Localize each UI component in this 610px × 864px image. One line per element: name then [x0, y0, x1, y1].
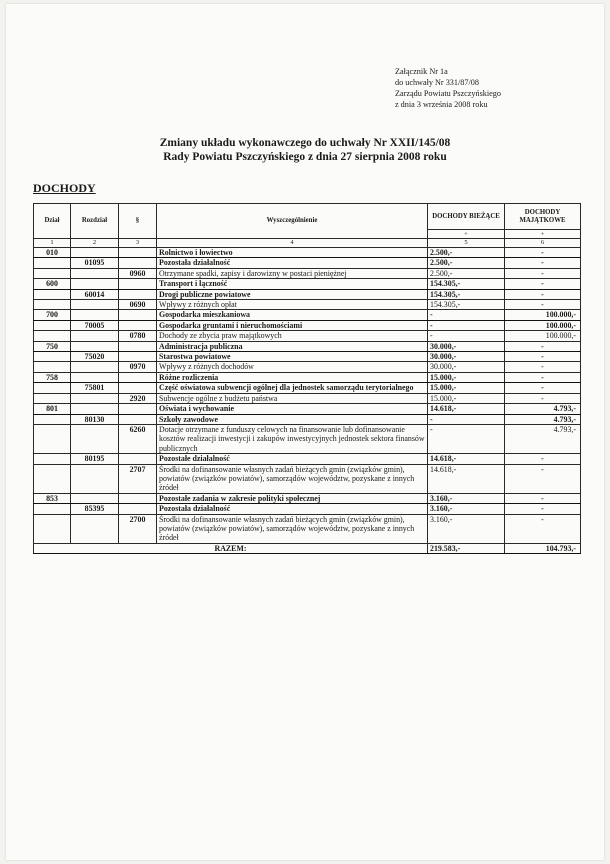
cell-dzial	[34, 289, 71, 299]
cell-rozdzial: 01095	[71, 258, 119, 268]
cell-paragraf	[119, 258, 157, 268]
total-biezace: 219.583,-	[428, 543, 505, 553]
header-majatkowe	[505, 204, 581, 230]
cell-majatkowe: 100.000,-	[505, 331, 581, 341]
col-number: 2	[71, 239, 119, 248]
cell-rozdzial	[71, 372, 119, 382]
cell-paragraf	[119, 504, 157, 514]
cell-majatkowe: -	[505, 352, 581, 362]
cell-rozdzial	[71, 341, 119, 351]
cell-majatkowe: -	[505, 393, 581, 403]
cell-majatkowe: -	[505, 493, 581, 503]
total-row	[34, 543, 581, 553]
cell-biezace: 14.618,-	[428, 454, 505, 464]
cell-rozdzial	[71, 279, 119, 289]
document-title	[0, 136, 610, 164]
table-row	[34, 248, 581, 258]
header-opis: Wyszczególnienie	[157, 204, 428, 239]
cell-rozdzial: 70005	[71, 320, 119, 330]
cell-rozdzial	[71, 404, 119, 414]
cell-biezace: 154.305,-	[428, 279, 505, 289]
cell-majatkowe: -	[505, 279, 581, 289]
table-body	[34, 248, 581, 544]
cell-biezace: 3.160,-	[428, 504, 505, 514]
annex-line: Zarządu Powiatu Pszczyńskiego	[395, 89, 501, 98]
cell-opis: Wpływy z różnych dochodów	[157, 362, 428, 372]
cell-dzial	[34, 504, 71, 514]
cell-dzial	[34, 424, 71, 453]
cell-opis: Wpływy z różnych opłat	[157, 300, 428, 310]
cell-opis: Środki na dofinansowanie własnych zadań bieżących gmin (związków gmin), powiatów (związków powiatów), samorządów województw, pozyskane z innych źródeł	[157, 464, 428, 493]
cell-majatkowe: -	[505, 514, 581, 543]
table-row	[34, 514, 581, 543]
cell-opis: Szkoły zawodowe	[157, 414, 428, 424]
cell-majatkowe: -	[505, 504, 581, 514]
cell-biezace: 14.618,-	[428, 464, 505, 493]
cell-paragraf: 2707	[119, 464, 157, 493]
cell-paragraf: 6260	[119, 424, 157, 453]
cell-opis: Różne rozliczenia	[157, 372, 428, 382]
cell-dzial	[34, 414, 71, 424]
cell-dzial: 758	[34, 372, 71, 382]
title-line-2: Rady Powiatu Pszczyńskiego z dnia 27 sierpnia 2008 roku	[163, 151, 447, 163]
total-label: RAZEM:	[34, 543, 428, 553]
cell-dzial: 801	[34, 404, 71, 414]
cell-majatkowe: -	[505, 464, 581, 493]
col-number: 3	[119, 239, 157, 248]
cell-dzial	[34, 320, 71, 330]
income-table	[33, 203, 581, 554]
cell-paragraf	[119, 414, 157, 424]
header-majatkowe-sign: +	[505, 230, 581, 239]
cell-biezace: -	[428, 331, 505, 341]
table-row	[34, 372, 581, 382]
cell-rozdzial	[71, 393, 119, 403]
cell-dzial	[34, 393, 71, 403]
table-row	[34, 414, 581, 424]
table-row	[34, 320, 581, 330]
cell-majatkowe: -	[505, 248, 581, 258]
cell-paragraf	[119, 248, 157, 258]
cell-dzial: 853	[34, 493, 71, 503]
col-number: 4	[157, 239, 428, 248]
cell-dzial: 600	[34, 279, 71, 289]
cell-rozdzial	[71, 464, 119, 493]
cell-rozdzial	[71, 331, 119, 341]
cell-majatkowe: -	[505, 300, 581, 310]
table-row	[34, 454, 581, 464]
cell-dzial	[34, 454, 71, 464]
cell-dzial	[34, 383, 71, 393]
cell-biezace: -	[428, 414, 505, 424]
col-number: 5	[428, 239, 505, 248]
cell-biezace: 15.000,-	[428, 393, 505, 403]
cell-dzial	[34, 514, 71, 543]
title-line-1: Zmiany układu wykonawczego do uchwały Nr XXII/145/08	[159, 137, 451, 149]
cell-majatkowe: -	[505, 454, 581, 464]
cell-opis: Gospodarka gruntami i nieruchomościami	[157, 320, 428, 330]
cell-majatkowe: 4.793,-	[505, 414, 581, 424]
table-row	[34, 393, 581, 403]
section-label: DOCHODY	[33, 181, 96, 195]
table-row	[34, 424, 581, 453]
cell-opis: Pozostałe działalność	[157, 454, 428, 464]
cell-biezace: -	[428, 320, 505, 330]
cell-dzial: 750	[34, 341, 71, 351]
header-dzial: Dział	[34, 204, 71, 239]
cell-biezace: 154.305,-	[428, 300, 505, 310]
table-row	[34, 289, 581, 299]
cell-opis: Oświata i wychowanie	[157, 404, 428, 414]
cell-biezace: 3.160,-	[428, 514, 505, 543]
cell-opis: Rolnictwo i łowiectwo	[157, 248, 428, 258]
cell-majatkowe: -	[505, 289, 581, 299]
cell-opis: Drogi publiczne powiatowe	[157, 289, 428, 299]
cell-dzial	[34, 268, 71, 278]
table-row	[34, 352, 581, 362]
cell-rozdzial: 75020	[71, 352, 119, 362]
cell-rozdzial	[71, 514, 119, 543]
cell-paragraf	[119, 289, 157, 299]
cell-paragraf	[119, 493, 157, 503]
annex-line: Załącznik Nr 1a	[395, 67, 448, 76]
annex-line: do uchwały Nr 331/87/08	[395, 78, 479, 87]
cell-rozdzial: 60014	[71, 289, 119, 299]
table-row	[34, 464, 581, 493]
cell-rozdzial: 80195	[71, 454, 119, 464]
cell-opis: Otrzymane spadki, zapisy i darowizny w postaci pieniężnej	[157, 268, 428, 278]
table-row	[34, 310, 581, 320]
cell-opis: Pozostała działalność	[157, 258, 428, 268]
cell-opis: Środki na dofinansowanie własnych zadań bieżących gmin (związków gmin), powiatów (związków powiatów), samorządów województw, pozyskane z innych źródeł	[157, 514, 428, 543]
cell-paragraf: 2700	[119, 514, 157, 543]
cell-paragraf	[119, 383, 157, 393]
table-row	[34, 362, 581, 372]
cell-majatkowe: 100.000,-	[505, 320, 581, 330]
cell-biezace: 15.000,-	[428, 383, 505, 393]
total-majatkowe: 104.793,-	[505, 543, 581, 553]
cell-opis: Gospodarka mieszkaniowa	[157, 310, 428, 320]
table-row	[34, 493, 581, 503]
header-biezace	[428, 204, 505, 230]
cell-rozdzial	[71, 362, 119, 372]
cell-dzial	[34, 352, 71, 362]
cell-paragraf	[119, 310, 157, 320]
cell-majatkowe: 100.000,-	[505, 310, 581, 320]
cell-dzial: 010	[34, 248, 71, 258]
cell-biezace: -	[428, 424, 505, 453]
cell-biezace: -	[428, 310, 505, 320]
cell-opis: Dochody ze zbycia praw majątkowych	[157, 331, 428, 341]
cell-rozdzial	[71, 300, 119, 310]
col-number: 1	[34, 239, 71, 248]
cell-paragraf	[119, 341, 157, 351]
cell-opis: Dotacje otrzymane z funduszy celowych na finansowanie lub dofinansowanie kosztów realizacji inwestycji i zakupów inwestycyjnych jednostek sektora finansów publicznych	[157, 424, 428, 453]
cell-biezace: 30.000,-	[428, 352, 505, 362]
table-row	[34, 383, 581, 393]
table-row	[34, 341, 581, 351]
header-majatkowe-text: DOCHODY MAJĄTKOWE	[519, 208, 566, 224]
cell-paragraf	[119, 372, 157, 382]
cell-dzial	[34, 258, 71, 268]
header-biezace-sign: +	[428, 230, 505, 239]
table-row	[34, 268, 581, 278]
cell-paragraf	[119, 454, 157, 464]
cell-biezace: 3.160,-	[428, 493, 505, 503]
table-row	[34, 404, 581, 414]
cell-majatkowe: -	[505, 372, 581, 382]
cell-rozdzial	[71, 310, 119, 320]
cell-opis: Pozostała działalność	[157, 504, 428, 514]
table-row	[34, 504, 581, 514]
cell-majatkowe: -	[505, 362, 581, 372]
cell-biezace: 2.500,-	[428, 258, 505, 268]
header-rozdzial: Rozdział	[71, 204, 119, 239]
header-biezace-text: DOCHODY BIEŻĄCE	[432, 212, 500, 220]
cell-biezace: 30.000,-	[428, 362, 505, 372]
table-row	[34, 258, 581, 268]
cell-majatkowe: -	[505, 383, 581, 393]
cell-paragraf	[119, 352, 157, 362]
cell-paragraf: 2920	[119, 393, 157, 403]
cell-dzial	[34, 331, 71, 341]
cell-rozdzial: 80130	[71, 414, 119, 424]
cell-paragraf: 0690	[119, 300, 157, 310]
cell-opis: Administracja publiczna	[157, 341, 428, 351]
cell-biezace: 154.305,-	[428, 289, 505, 299]
cell-rozdzial	[71, 424, 119, 453]
cell-dzial: 700	[34, 310, 71, 320]
cell-dzial	[34, 362, 71, 372]
cell-majatkowe: 4.793,-	[505, 424, 581, 453]
cell-majatkowe: -	[505, 341, 581, 351]
cell-opis: Transport i łączność	[157, 279, 428, 289]
cell-rozdzial: 75801	[71, 383, 119, 393]
cell-paragraf: 0960	[119, 268, 157, 278]
cell-paragraf	[119, 404, 157, 414]
cell-paragraf	[119, 279, 157, 289]
cell-biezace: 15.000,-	[428, 372, 505, 382]
table-row	[34, 279, 581, 289]
cell-rozdzial: 85395	[71, 504, 119, 514]
cell-rozdzial	[71, 248, 119, 258]
cell-paragraf: 0970	[119, 362, 157, 372]
col-number: 6	[505, 239, 581, 248]
cell-rozdzial	[71, 493, 119, 503]
table-row	[34, 300, 581, 310]
cell-paragraf: 0780	[119, 331, 157, 341]
cell-majatkowe: -	[505, 268, 581, 278]
cell-biezace: 2.500,-	[428, 248, 505, 258]
cell-rozdzial	[71, 268, 119, 278]
annex-header	[395, 66, 501, 110]
cell-opis: Subwencje ogólne z budżetu państwa	[157, 393, 428, 403]
cell-biezace: 30.000,-	[428, 341, 505, 351]
cell-dzial	[34, 464, 71, 493]
cell-biezace: 2.500,-	[428, 268, 505, 278]
table-row	[34, 331, 581, 341]
cell-opis: Pozostałe zadania w zakresie polityki społecznej	[157, 493, 428, 503]
cell-biezace: 14.618,-	[428, 404, 505, 414]
cell-dzial	[34, 300, 71, 310]
annex-line: z dnia 3 września 2008 roku	[395, 100, 488, 109]
cell-opis: Część oświatowa subwencji ogólnej dla jednostek samorządu terytorialnego	[157, 383, 428, 393]
header-paragraf: §	[119, 204, 157, 239]
cell-opis: Starostwa powiatowe	[157, 352, 428, 362]
cell-majatkowe: 4.793,-	[505, 404, 581, 414]
cell-majatkowe: -	[505, 258, 581, 268]
cell-paragraf	[119, 320, 157, 330]
